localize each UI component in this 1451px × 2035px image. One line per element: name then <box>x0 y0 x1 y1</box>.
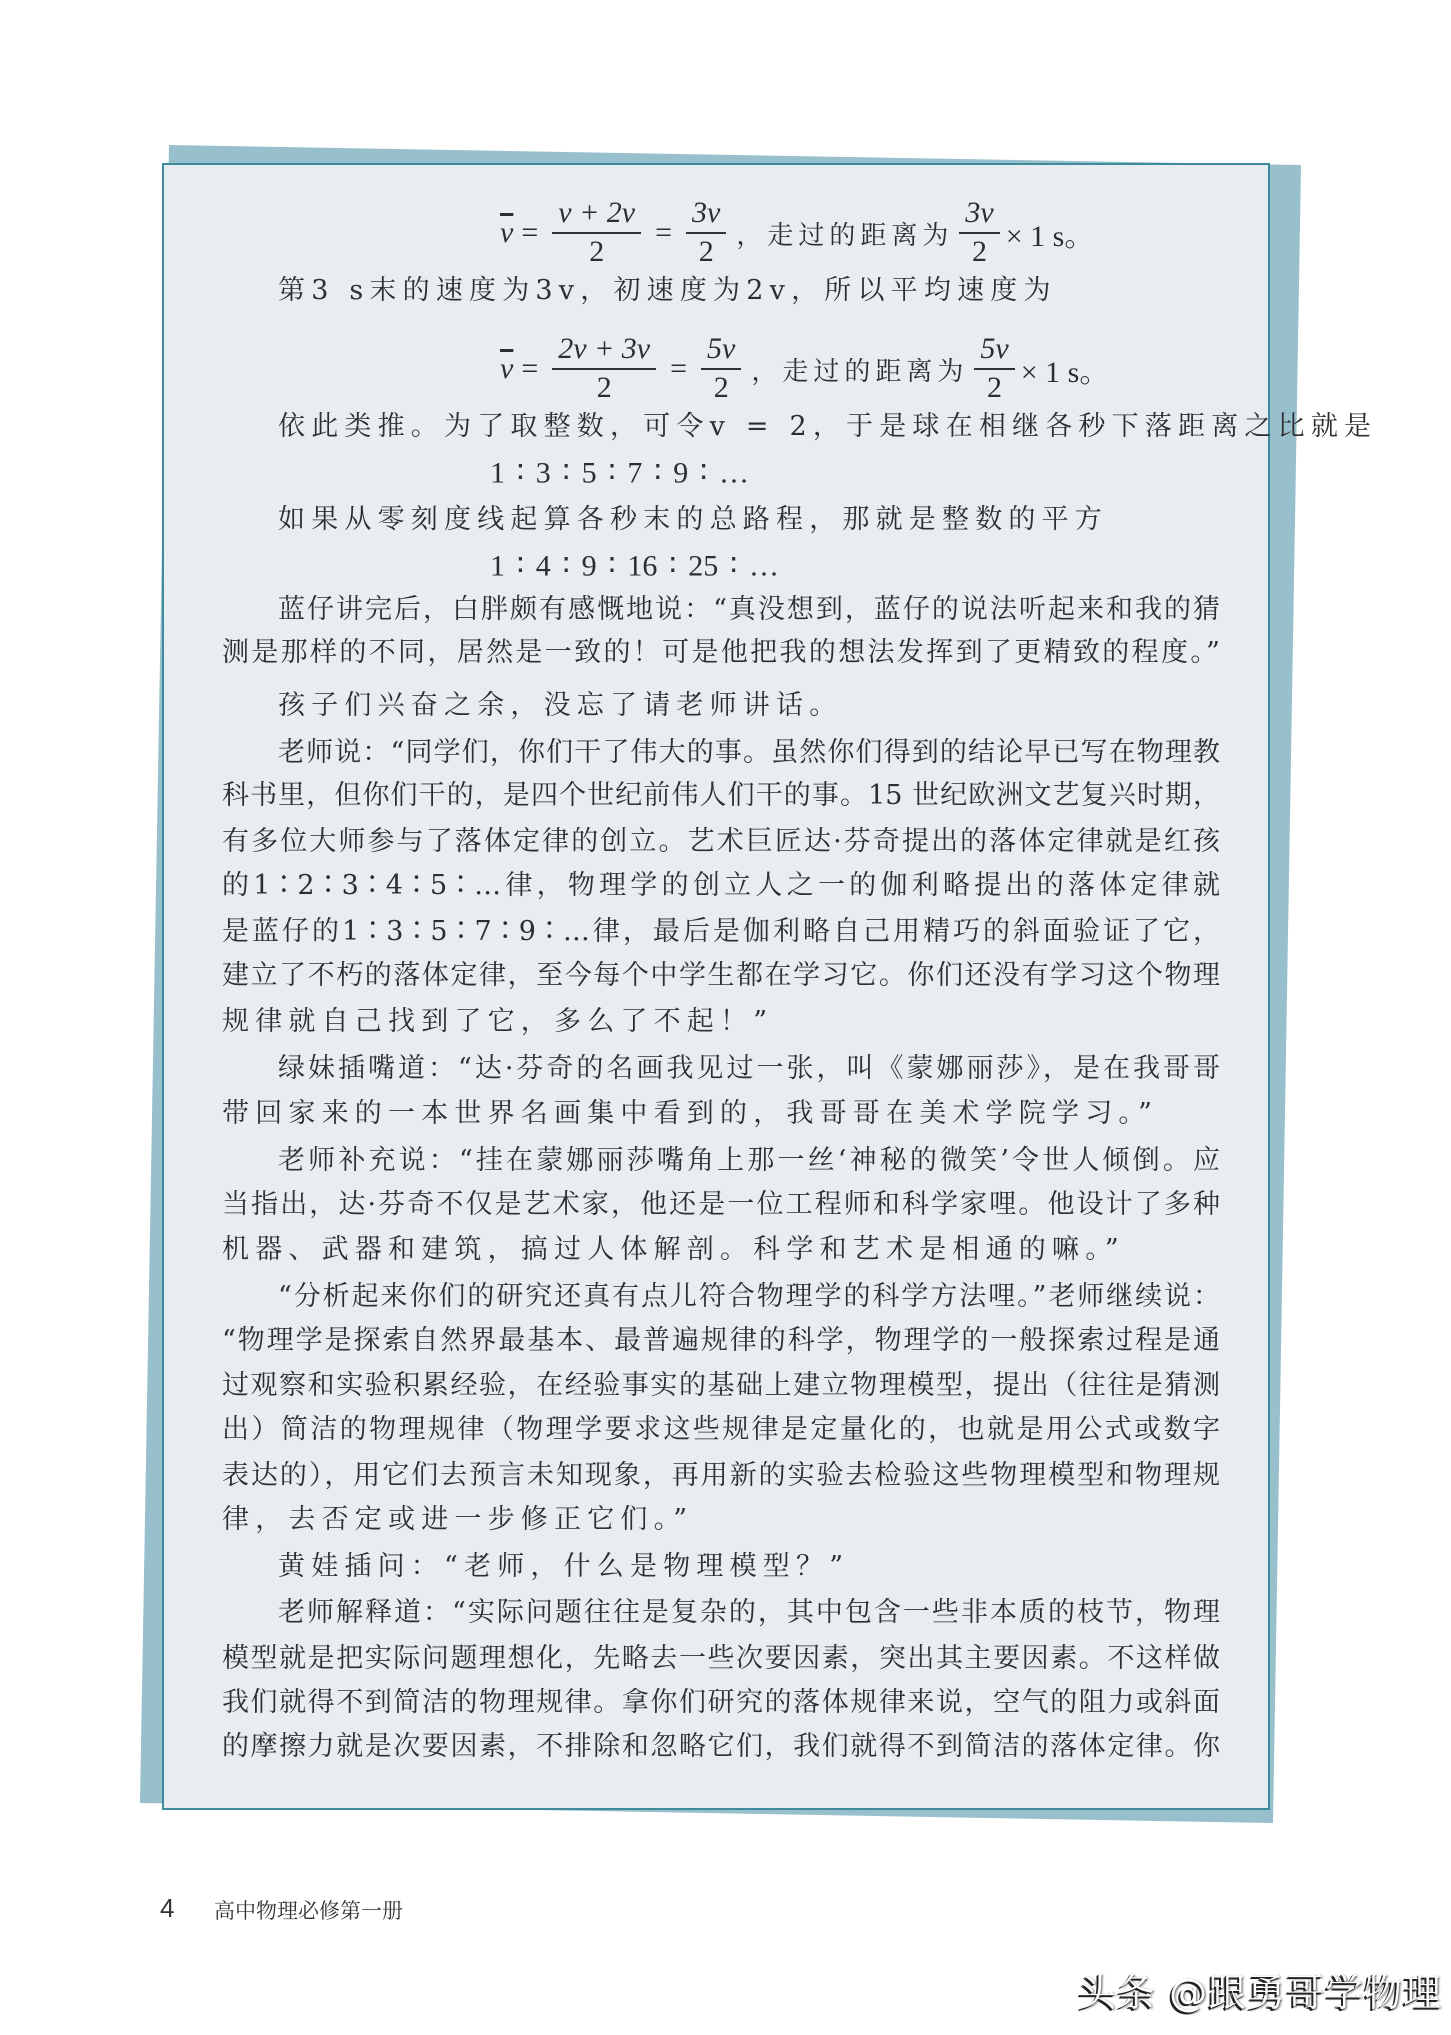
average-velocity-formula-1: $\overline{v}$ = $\frac{v + 2v}{2}$ = $\frac{3v}{2}$ ，走过的距离为 $\frac{3v}{2}$ × 1 s。 <box>500 196 1095 268</box>
ratio-odd-numbers: 1 ∶ 3 ∶ 5 ∶ 7 ∶ 9 ∶ … <box>490 456 750 490</box>
text-line: 老师说：“同学们，你们干了伟大的事。虽然你们得到的结论早已写在物理教 <box>278 737 1220 768</box>
text-line: 模型就是把实际问题理想化，先略去一些次要因素，突出其主要因素。不这样做 <box>222 1643 1220 1674</box>
text-line: 绿妹插嘴道：“达·芬奇的名画我见过一张，叫《蒙娜丽莎》，是在我哥哥 <box>278 1053 1220 1084</box>
text-line: 依此类推。为了取整数，可令v = 2，于是球在相继各秒下落距离之比就是 <box>278 411 1378 442</box>
text-line: 建立了不朽的落体定律，至今每个中学生都在学习它。你们还没有学习这个物理 <box>222 960 1220 991</box>
text-line: 老师补充说：“挂在蒙娜丽莎嘴角上那一丝‘神秘的微笑’令世人倾倒。应 <box>278 1145 1220 1176</box>
text-line: 的1∶2∶3∶4∶5∶…律，物理学的创立人之一的伽利略提出的落体定律就 <box>222 870 1220 901</box>
text-line: 有多位大师参与了落体定律的创立。艺术巨匠达·芬奇提出的落体定律就是红孩 <box>222 826 1220 857</box>
ratio-squares: 1 ∶ 4 ∶ 9 ∶ 16 ∶ 25 ∶ … <box>490 549 780 583</box>
fraction: $\frac{2v + 3v}{2}$ <box>552 332 656 406</box>
average-velocity-formula-2: $\overline{v}$ = $\frac{2v + 3v}{2}$ = $\frac{5v}{2}$ ，走过的距离为 $\frac{5v}{2}$ × 1 s。 <box>500 332 1110 404</box>
text-line: “分析起来你们的研究还真有点儿符合物理学的科学方法哩。”老师继续说： <box>278 1281 1220 1312</box>
text-line: 我们就得不到简洁的物理规律。拿你们研究的落体规律来说，空气的阻力或斜面 <box>222 1687 1220 1718</box>
page-number: 4 <box>160 1893 175 1923</box>
text-line: 黄娃插问：“老师，什么是物理模型？” <box>278 1551 850 1582</box>
text-line: 当指出，达·芬奇不仅是艺术家，他还是一位工程师和科学家哩。他设计了多种 <box>222 1189 1220 1220</box>
text-line: 孩子们兴奋之余，没忘了请老师讲话。 <box>278 690 843 721</box>
text-line: 过观察和实验积累经验，在经验事实的基础上建立物理模型，提出（往往是猜测 <box>222 1370 1220 1401</box>
text-line: 的摩擦力就是次要因素，不排除和忽略它们，我们就得不到简洁的落体定律。你 <box>222 1731 1220 1762</box>
book-title: 高中物理必修第一册 <box>214 1899 403 1923</box>
text-line: 机器、武器和建筑，搞过人体解剖。科学和艺术是相通的嘛。” <box>222 1234 1125 1265</box>
text-line: 第3 s末的速度为3v，初速度为2v，所以平均速度为 <box>278 275 1057 306</box>
text-line: 科书里，但你们干的，是四个世纪前伟人们干的事。15 世纪欧洲文艺复兴时期， <box>222 780 1220 811</box>
fraction: $\frac{5v}{2}$ <box>974 332 1014 406</box>
text-line: 表达的），用它们去预言未知现象，再用新的实验去检验这些物理模型和物理规 <box>222 1460 1220 1491</box>
text-line: 是蓝仔的1∶3∶5∶7∶9∶…律，最后是伽利略自己用精巧的斜面验证了它， <box>222 916 1220 947</box>
text-line: 律，去否定或进一步修正它们。” <box>222 1504 694 1535</box>
text-line: 如果从零刻度线起算各秒末的总路程，那就是整数的平方 <box>278 504 1108 535</box>
v-bar: $\overline{v}$ <box>500 352 514 385</box>
text-line: 蓝仔讲完后，白胖颇有感慨地说：“真没想到，蓝仔的说法听起来和我的猜 <box>278 594 1220 625</box>
fraction: $\frac{3v}{2}$ <box>959 196 999 270</box>
watermark: 头条 @跟勇哥学物理 <box>1078 1971 1443 2015</box>
fraction: $\frac{3v}{2}$ <box>686 196 726 270</box>
text-line: 出）简洁的物理规律（物理学要求这些规律是定量化的，也就是用公式或数字 <box>222 1414 1220 1445</box>
text-line: 带回家来的一本世界名画集中看到的，我哥哥在美术学院学习。” <box>222 1098 1159 1129</box>
fraction: $\frac{v + 2v}{2}$ <box>552 196 641 270</box>
fraction: $\frac{5v}{2}$ <box>701 332 741 406</box>
text-line: “物理学是探索自然界最基本、最普遍规律的科学，物理学的一般探索过程是通 <box>222 1325 1220 1356</box>
text-line: 规律就自己找到了它，多么了不起！” <box>222 1006 774 1037</box>
text-line: 老师解释道：“实际问题往往是复杂的，其中包含一些非本质的枝节，物理 <box>278 1597 1220 1628</box>
text-line: 测是那样的不同，居然是一致的！可是他把我的想法发挥到了更精致的程度。” <box>222 637 1220 668</box>
v-bar: $\overline{v}$ <box>500 216 514 249</box>
